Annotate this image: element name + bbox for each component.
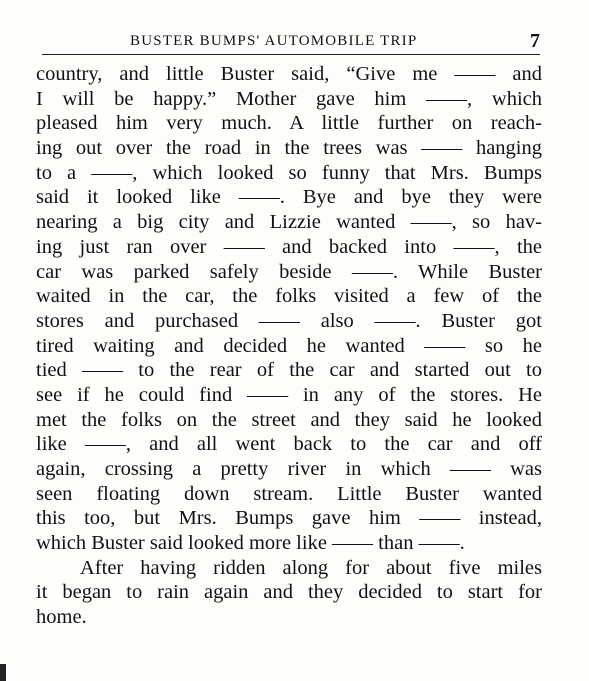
text-line: car was parked safely beside ——. While Buster [36, 260, 542, 283]
text-line: like ——, and all went back to the car and off [36, 433, 542, 456]
text-line: it began to rain again and they decided to start for [36, 581, 542, 604]
text-line: waited in the car, the folks visited a few of the [36, 285, 542, 308]
text-line: said it looked like ——. Bye and bye they were [36, 186, 542, 209]
text-line: nearing a big city and Lizzie wanted ——, so hav- [36, 211, 542, 234]
text-line: tied —— to the rear of the car and started out to [36, 359, 542, 382]
text-line: seen floating down stream. Little Buster wanted [36, 482, 542, 505]
text-line: to a ——, which looked so funny that Mrs. Bumps [36, 161, 542, 184]
text-line: home. [36, 606, 87, 629]
text-line: pleased him very much. A little further on reach- [36, 112, 542, 135]
text-line: met the folks on the street and they said he looked [36, 408, 542, 431]
running-head [42, 30, 540, 54]
text-line: which Buster said looked more like —— than ——. [36, 532, 465, 555]
text-line: ing just ran over —— and backed into ——, the [36, 235, 542, 258]
running-head-title: BUSTER BUMPS' AUTOMOBILE TRIP [130, 33, 418, 49]
text-line: ing out over the road in the trees was —— hanging [36, 137, 542, 160]
page-number: 7 [530, 30, 540, 52]
page-edge-mark [0, 664, 6, 681]
text-line: tired waiting and decided he wanted —— so he [36, 334, 542, 357]
text-line: this too, but Mrs. Bumps gave him —— instead, [36, 507, 542, 530]
text-line: again, crossing a pretty river in which —— was [36, 458, 542, 480]
text-line: country, and little Buster said, “Give me —— and [36, 63, 542, 85]
text-line: stores and purchased —— also ——. Buster got [36, 309, 542, 332]
header-rule [42, 54, 540, 55]
text-line: I will be happy.” Mother gave him ——, which [36, 87, 542, 110]
paragraph-first-line: After having ridden along for about five miles [80, 556, 542, 579]
text-line: see if he could find —— in any of the stores. He [36, 383, 542, 406]
body-text [36, 62, 542, 630]
